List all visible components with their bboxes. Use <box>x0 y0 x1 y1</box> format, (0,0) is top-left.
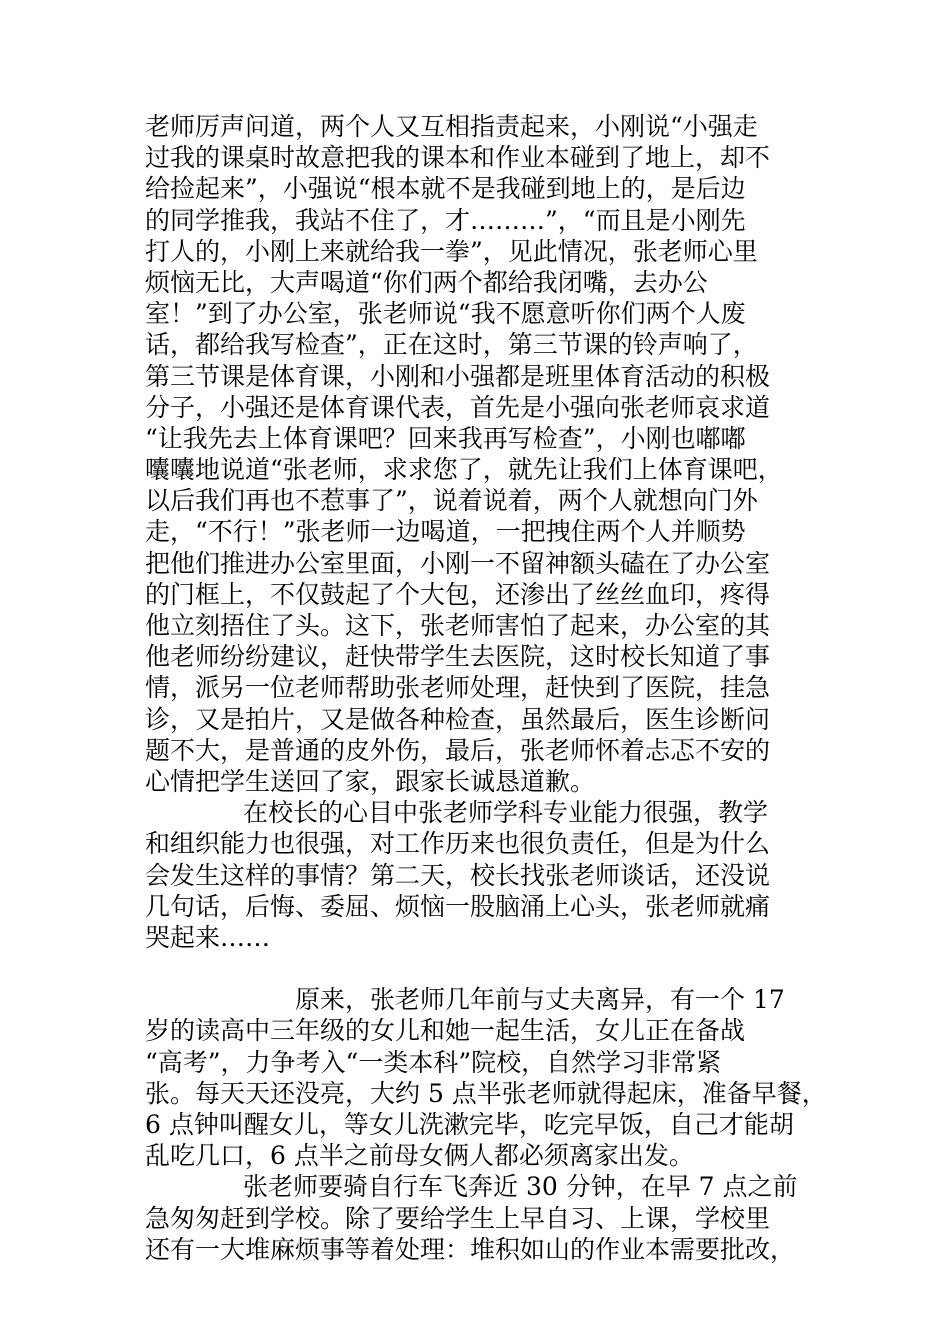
text-line: “让我先去上体育课吧？回来我再写检查”，小刚也嘟嘟 <box>145 423 746 453</box>
text-line: 张。每天天还没亮，大约 5 点半张老师就得起床，准备早餐， <box>145 1078 827 1108</box>
text-line: 走，“不行！”张老师一边喝道，一把拽住两个人并顺势 <box>145 517 746 547</box>
text-line: 岁的读高中三年级的女儿和她一起生活，女儿正在备战 <box>145 1016 746 1046</box>
text-line: 他老师纷纷建议，赶快带学生去医院，这时校长知道了事 <box>145 642 771 672</box>
text-line: 几句话，后悔、委屈、烦恼一股脑涌上心头，张老师就痛 <box>145 891 771 921</box>
text-line: 还有一大堆麻烦事等着处理：堆积如山的作业本需要批改， <box>145 1234 796 1264</box>
text-line: 囔囔地说道“张老师，求求您了，就先让我们上体育课吧， <box>145 455 783 485</box>
text-line: 6 点钟叫醒女儿，等女儿洗漱完毕，吃完早饭，自己才能胡 <box>145 1110 794 1139</box>
text-line: 分子，小强还是体育课代表，首先是小强向张老师哀求道 <box>145 392 771 422</box>
text-line: 打人的，小刚上来就给我一拳”，见此情况，张老师心里 <box>145 236 758 266</box>
text-line: 题不大，是普通的皮外伤，最后，张老师怀着忐忑不安的 <box>145 735 771 765</box>
text-line: 室！”到了办公室，张老师说“我不愿意听你们两个人废 <box>145 299 746 329</box>
text-line: 和组织能力也很强，对工作历来也很负责任，但是为什么 <box>145 829 771 859</box>
text-line: 话，都给我写检查”，正在这时，第三节课的铃声响了， <box>145 330 758 360</box>
text-line: 烦恼无比，大声喝道“你们两个都给我闭嘴，去办公 <box>145 267 708 297</box>
text-line: 他立刻捂住了头。这下，张老师害怕了起来，办公室的其 <box>145 611 771 640</box>
text-line: 的同学推我，我站不住了，才………”，“而且是小刚先 <box>145 205 746 235</box>
text-line: 诊，又是拍片，又是做各种检查，虽然最后，医生诊断问 <box>145 704 771 734</box>
text-line: 急匆匆赶到学校。除了要给学生上早自习、上课，学校里 <box>145 1203 771 1233</box>
text-line: 张老师要骑自行车飞奔近 30 分钟，在早 7 点之前 <box>243 1172 798 1202</box>
text-line: 哭起来…… <box>145 922 271 952</box>
text-line: 在校长的心目中张老师学科专业能力很强，教学 <box>243 798 769 828</box>
text-line: 第三节课是体育课，小刚和小强都是班里体育活动的积极 <box>145 361 771 391</box>
text-line: 的门框上，不仅鼓起了个大包，还渗出了丝丝血印，疼得 <box>145 579 771 609</box>
text-line: 给捡起来”，小强说“根本就不是我碰到地上的，是后边 <box>145 174 746 204</box>
paragraph-4 <box>145 1171 805 1265</box>
body-text <box>145 111 827 1265</box>
text-line: 心情把学生送回了家，跟家长诚恳道歉。 <box>145 766 596 796</box>
paragraph-gap <box>145 953 805 984</box>
text-line: 以后我们再也不惹事了”，说着说着，两个人就想向门外 <box>145 486 758 516</box>
text-line: 把他们推进办公室里面，小刚一不留神额头磕在了办公室 <box>145 548 771 578</box>
text-line: 会发生这样的事情？第二天，校长找张老师谈话，还没说 <box>145 860 771 890</box>
text-line: 老师厉声问道，两个人又互相指责起来，小刚说“小强走 <box>145 112 758 141</box>
text-line: 原来，张老师几年前与丈夫离异，有一个 17 <box>295 985 785 1015</box>
text-line: 情，派另一位老师帮助张老师处理，赶快到了医院，挂急 <box>145 673 771 703</box>
text-line: “高考”，力争考入“一类本科”院校，自然学习非常紧 <box>145 1047 722 1077</box>
paragraph-2 <box>145 797 805 953</box>
text-line: 乱吃几口，6 点半之前母女俩人都必须离家出发。 <box>145 1141 694 1171</box>
text-line: 过我的课桌时故意把我的课本和作业本碰到了地上，却不 <box>145 143 771 173</box>
paragraph-1 <box>145 111 805 797</box>
paragraph-3 <box>145 984 827 1171</box>
